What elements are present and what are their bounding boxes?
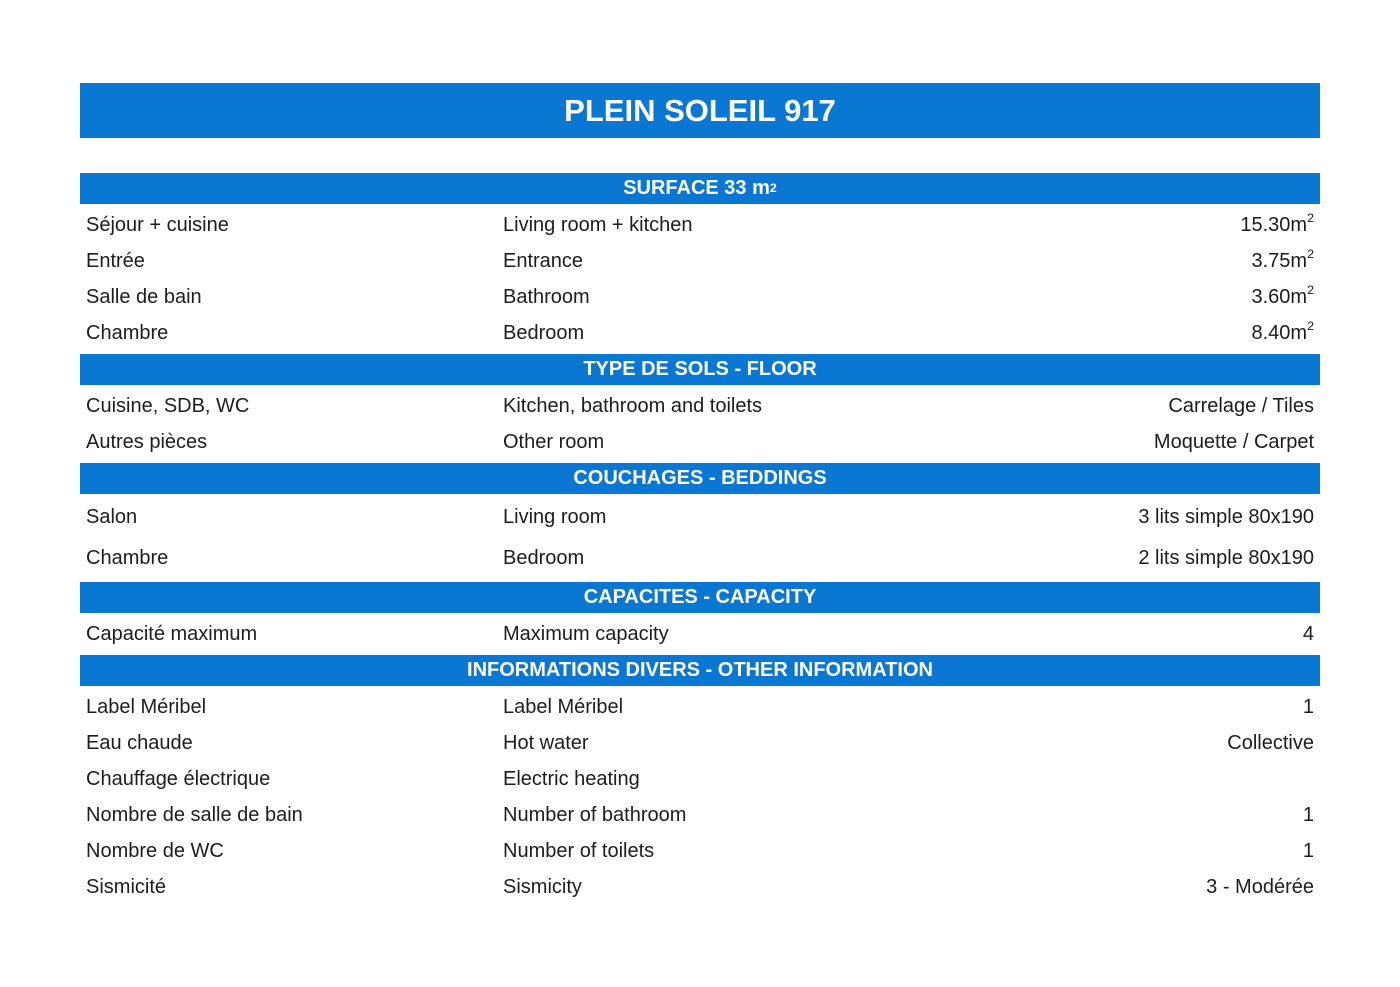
table-row [80,616,1320,652]
section-rows [80,613,1320,655]
label-english: Number of toilets [503,839,655,862]
section-header: INFORMATIONS DIVERS - OTHER INFORMATION [80,655,1320,686]
row-value: 1 [1302,803,1314,826]
table-section [80,463,1320,582]
label-french: Salle de bain [86,285,202,308]
table-row [80,797,1320,833]
label-english: Number of bathroom [503,803,687,826]
row-value: Carrelage / Tiles [1168,394,1314,417]
table-row [80,207,1320,243]
label-english: Living room + kitchen [503,213,693,236]
section-rows [80,494,1320,582]
label-french: Salon [86,506,138,528]
label-english: Entrance [503,249,584,272]
row-value: 2 lits simple 80x190 [1138,547,1314,569]
table-row [80,315,1320,351]
row-value: 3 - Modérée [1206,875,1314,898]
label-french: Label Méribel [86,695,207,718]
label-french: Autres pièces [86,430,208,453]
section-rows [80,204,1320,354]
label-french: Chambre [86,547,169,569]
label-french: Sismicité [86,875,167,898]
info-table [80,83,1320,908]
table-row [80,388,1320,424]
table-row [80,538,1320,579]
table-sections [80,173,1320,908]
table-section [80,354,1320,463]
table-row [80,243,1320,279]
table-row [80,833,1320,869]
label-english: Label Méribel [503,695,624,718]
section-header: TYPE DE SOLS - FLOOR [80,354,1320,385]
label-french: Chambre [86,321,169,344]
row-value: Moquette / Carpet [1153,430,1314,453]
row-value: $15.30m^2$ [1240,210,1314,236]
label-english: Kitchen, bathroom and toilets [503,394,763,417]
row-value: $8.40m^2$ [1251,318,1314,344]
table-row [80,279,1320,315]
label-english: Hot water [503,731,589,754]
label-english: Bathroom [503,285,590,308]
row-value: 1 [1302,695,1314,718]
table-section [80,173,1320,354]
section-header: SURFACE 33 m $^2$ [80,173,1320,204]
table-row [80,725,1320,761]
label-french: Capacité maximum [86,622,258,645]
label-french: Eau chaude [86,731,193,754]
section-header: CAPACITES - CAPACITY [80,582,1320,613]
table-row [80,689,1320,725]
table-row [80,424,1320,460]
label-english: Maximum capacity [503,622,669,645]
row-value: $3.75m^2$ [1251,246,1314,272]
table-row [80,869,1320,905]
section-header: COUCHAGES - BEDDINGS [80,463,1320,494]
page-title: PLEIN SOLEIL 917 [80,83,1320,138]
label-french: Nombre de WC [86,839,224,862]
label-french: Chauffage électrique [86,767,271,790]
label-english: Living room [503,506,607,528]
label-french: Séjour + cuisine [86,213,229,236]
section-rows [80,385,1320,463]
row-value: Collective [1227,731,1314,754]
label-french: Entrée [86,249,145,272]
table-section [80,582,1320,655]
row-value: 4 [1302,622,1314,645]
label-english: Sismicity [503,875,582,898]
label-french: Nombre de salle de bain [86,803,303,826]
label-english: Bedroom [503,321,585,344]
row-value: 1 [1302,839,1314,862]
label-english: Electric heating [503,767,640,790]
table-row [80,497,1320,538]
section-rows [80,686,1320,908]
row-value: 3 lits simple 80x190 [1138,506,1314,528]
table-row [80,761,1320,797]
table-section [80,655,1320,908]
label-french: Cuisine, SDB, WC [86,394,250,417]
label-english: Bedroom [503,547,585,569]
row-value: $3.60m^2$ [1251,282,1314,308]
label-english: Other room [503,430,605,453]
